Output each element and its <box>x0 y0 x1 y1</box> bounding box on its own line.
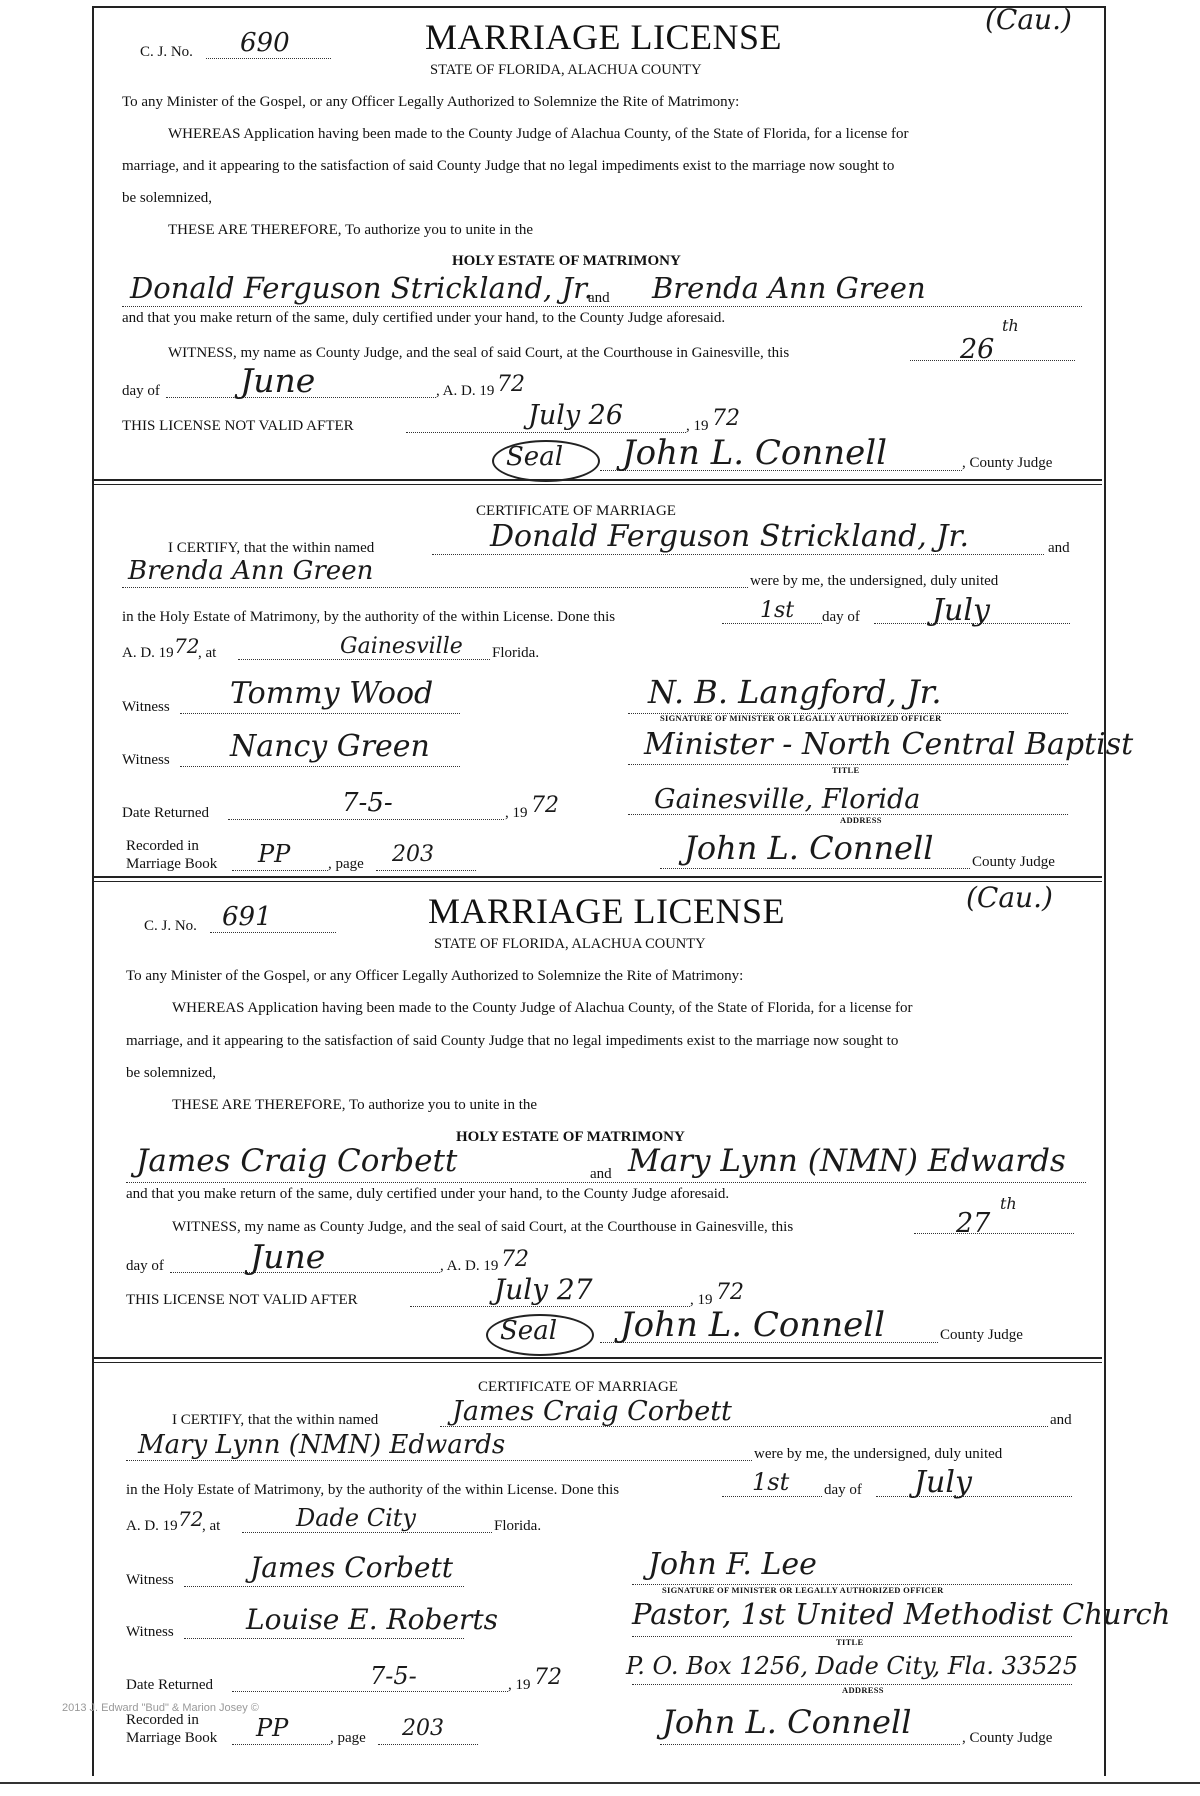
at-label: , at <box>198 645 217 661</box>
page-label: , page <box>330 1730 366 1746</box>
cj-label: C. J. No. <box>144 918 197 934</box>
witness-day: 26 <box>960 334 995 365</box>
section-rule <box>94 479 1102 481</box>
date-returned: 7-5- <box>370 1662 417 1690</box>
page-no: 203 <box>402 1716 444 1741</box>
not-valid-year-label: , 19 <box>690 1292 713 1308</box>
recorder-signature: John L. Connell <box>684 829 934 867</box>
not-valid-year: 72 <box>712 406 740 431</box>
certificate-title: CERTIFICATE OF MARRIAGE <box>478 1379 678 1395</box>
corner-note: (Cau.) <box>966 881 1053 914</box>
certify-label: I CERTIFY, that the within named <box>172 1412 379 1428</box>
month: June <box>250 1237 326 1276</box>
day-of-label: day of <box>122 383 160 399</box>
at-label: , at <box>202 1518 221 1534</box>
not-valid-label: THIS LICENSE NOT VALID AFTER <box>122 418 354 434</box>
cert-and: and <box>1050 1412 1072 1428</box>
page-no: 203 <box>392 842 434 867</box>
witness-day-suffix: th <box>1000 1194 1017 1213</box>
salutation: To any Minister of the Gospel, or any Officer Legally Authorized to Solemnize the Rite of Matrimony: <box>122 94 740 110</box>
place: Dade City <box>296 1504 416 1532</box>
done-day: 1st <box>752 1468 790 1496</box>
florida-label: Florida. <box>492 645 540 661</box>
license-year: 72 <box>497 372 525 397</box>
not-valid-date: July 26 <box>528 400 624 431</box>
county-judge-label-2: County Judge <box>972 854 1055 870</box>
witness-2-line <box>180 766 460 767</box>
witness-text: WITNESS, my name as County Judge, and the seal of said Court, at the Courthouse in Gainesville, this <box>168 345 790 361</box>
date-returned-line <box>232 1691 508 1692</box>
holy-estate-heading: HOLY ESTATE OF MATRIMONY <box>452 253 681 269</box>
not-valid-year-label: , 19 <box>686 418 709 434</box>
date-returned-label: Date Returned <box>122 805 210 821</box>
witness-2-label: Witness <box>122 752 170 768</box>
groom-name: James Craig Corbett <box>136 1143 458 1179</box>
day-of-label: day of <box>126 1258 164 1274</box>
date-returned-year: 72 <box>534 1665 562 1690</box>
judge-signature: John L. Connell <box>620 1305 886 1345</box>
page-bottom-border <box>0 1782 1200 1784</box>
ad2-label: A. D. 19 <box>126 1518 178 1534</box>
united-label: were by me, the undersigned, duly united <box>750 573 999 589</box>
witness-day: 27 <box>956 1208 991 1239</box>
title-label: TITLE <box>836 1637 864 1647</box>
section-rule-thin <box>94 484 1102 485</box>
date-returned-label: Date Returned <box>126 1677 214 1693</box>
done-month-line <box>876 1496 1072 1497</box>
done-day-of: day of <box>824 1482 862 1498</box>
therefore-line: THESE ARE THEREFORE, To authorize you to unite in the <box>168 222 534 238</box>
book: PP <box>256 1714 289 1742</box>
cert-and: and <box>1048 540 1070 556</box>
county-judge-label-2: , County Judge <box>962 1730 1053 1746</box>
return-text: and that you make return of the same, duly certified under your hand, to the County Judge aforesaid. <box>122 310 726 326</box>
done-month: July <box>914 1465 972 1500</box>
return-text: and that you make return of the same, duly certified under your hand, to the County Judge aforesaid. <box>126 1186 730 1202</box>
done-month: July <box>932 593 990 628</box>
cert-groom: James Craig Corbett <box>452 1396 732 1427</box>
whereas-line-3: be solemnized, <box>126 1065 216 1081</box>
officer-label: SIGNATURE OF MINISTER OR LEGALLY AUTHORIZED OFFICER <box>660 713 942 723</box>
and-word: and <box>590 1166 612 1182</box>
date-returned-year: 72 <box>531 793 559 818</box>
license-title: MARRIAGE LICENSE <box>425 17 782 57</box>
not-valid-date: July 27 <box>494 1273 593 1306</box>
holy-estate-line: in the Holy Estate of Matrimony, by the authority of the within License. Done this <box>126 1482 620 1498</box>
seal-word: Seal <box>500 1316 558 1346</box>
address-label: ADDRESS <box>840 815 882 825</box>
license-subtitle: STATE OF FLORIDA, ALACHUA COUNTY <box>430 62 702 78</box>
done-day-of: day of <box>822 609 860 625</box>
officer-signature: N. B. Langford, Jr. <box>648 673 942 711</box>
judge-signature: John L. Connell <box>622 433 888 473</box>
officer-label: SIGNATURE OF MINISTER OR LEGALLY AUTHORIZED OFFICER <box>662 1585 944 1595</box>
license-subtitle: STATE OF FLORIDA, ALACHUA COUNTY <box>434 936 706 952</box>
ad2-label: A. D. 19 <box>122 645 174 661</box>
date-returned-line <box>228 819 504 820</box>
done-day-line <box>722 1496 822 1497</box>
cj-number-line <box>210 932 336 933</box>
page-line <box>376 870 476 871</box>
witness-1-line <box>184 1586 464 1587</box>
officer-address: P. O. Box 1256, Dade City, Fla. 33525 <box>626 1652 1078 1680</box>
cert-groom: Donald Ferguson Strickland, Jr. <box>490 519 969 554</box>
witness-2-label: Witness <box>126 1624 174 1640</box>
certify-label: I CERTIFY, that the within named <box>168 540 375 556</box>
bride-name: Brenda Ann Green <box>652 271 926 305</box>
bride-name: Mary Lynn (NMN) Edwards <box>628 1143 1066 1179</box>
whereas-line-2: marriage, and it appearing to the satisfaction of said County Judge that no legal impediments exist to the marriage now sought to <box>126 1033 899 1049</box>
place-line <box>238 659 490 660</box>
whereas-line-3: be solemnized, <box>122 190 212 206</box>
place-line <box>242 1532 492 1533</box>
section-rule <box>94 1357 1102 1359</box>
cert-bride-line <box>126 1460 752 1461</box>
witness-1-label: Witness <box>122 699 170 715</box>
corner-note: (Cau.) <box>985 3 1072 36</box>
done-day-line <box>722 623 822 624</box>
license-year: 72 <box>501 1247 529 1272</box>
cj-label: C. J. No. <box>140 44 193 60</box>
address-label: ADDRESS <box>842 1685 884 1695</box>
recorder-signature-line <box>660 868 970 869</box>
ad2-year: 72 <box>178 1507 204 1531</box>
whereas-line-2: marriage, and it appearing to the satisfaction of said County Judge that no legal impediments exist to the marriage now sought to <box>122 158 895 174</box>
witness-1-label: Witness <box>126 1572 174 1588</box>
officer-signature: John F. Lee <box>648 1547 817 1582</box>
place: Gainesville <box>340 634 463 659</box>
officer-title: Minister - North Central Baptist <box>644 727 1134 762</box>
witness-1-line <box>180 713 460 714</box>
cert-bride: Brenda Ann Green <box>128 556 374 586</box>
date-returned-year-label: , 19 <box>508 1677 531 1693</box>
witness-1: Tommy Wood <box>230 676 434 711</box>
witness-2: Nancy Green <box>230 729 430 764</box>
ad2-year: 72 <box>174 634 200 658</box>
page-line <box>378 1744 478 1745</box>
page-label: , page <box>328 856 364 872</box>
witness-2: Louise E. Roberts <box>246 1603 498 1636</box>
cj-number: 690 <box>240 28 290 58</box>
recorder-signature: John L. Connell <box>662 1703 912 1741</box>
witness-2-line <box>184 1638 464 1639</box>
recorded-label-2: Marriage Book <box>126 1730 218 1746</box>
salutation: To any Minister of the Gospel, or any Officer Legally Authorized to Solemnize the Rite of Matrimony: <box>126 968 744 984</box>
section-rule-thin <box>94 1362 1102 1363</box>
officer-title: Pastor, 1st United Methodist Church <box>632 1597 1171 1631</box>
holy-estate-line: in the Holy Estate of Matrimony, by the authority of the within License. Done this <box>122 609 616 625</box>
cert-groom-line <box>432 554 1044 555</box>
license-title: MARRIAGE LICENSE <box>428 891 785 931</box>
and-word: and <box>588 290 610 306</box>
ad-label: , A. D. 19 <box>440 1258 499 1274</box>
whereas-line-1: WHEREAS Application having been made to the County Judge of Alachua County, of the State of Florida, for a license for <box>168 126 909 142</box>
form-divider <box>94 876 1102 878</box>
date-returned: 7-5- <box>342 788 393 818</box>
title-label: TITLE <box>832 765 860 775</box>
not-valid-label: THIS LICENSE NOT VALID AFTER <box>126 1292 358 1308</box>
recorded-label-1: Recorded in <box>126 838 199 854</box>
county-judge-label: , County Judge <box>962 455 1053 471</box>
copyright-watermark: 2013 J. Edward "Bud" & Marion Josey © <box>62 1702 259 1714</box>
witness-day-suffix: th <box>1002 316 1019 335</box>
therefore-line: THESE ARE THEREFORE, To authorize you to unite in the <box>172 1097 538 1113</box>
date-returned-year-label: , 19 <box>505 805 528 821</box>
ad-label: , A. D. 19 <box>436 383 495 399</box>
officer-address: Gainesville, Florida <box>654 784 921 815</box>
witness-day-line <box>914 1233 1074 1234</box>
certificate-title: CERTIFICATE OF MARRIAGE <box>476 503 676 519</box>
united-label: were by me, the undersigned, duly united <box>754 1446 1003 1462</box>
cj-number-line <box>206 58 331 59</box>
witness-1: James Corbett <box>250 1551 453 1584</box>
recorded-label-1: Recorded in <box>126 1712 199 1728</box>
book: PP <box>258 840 291 868</box>
cert-bride-line <box>122 587 748 588</box>
county-judge-label: County Judge <box>940 1327 1023 1343</box>
month: June <box>240 361 316 400</box>
holy-estate-heading: HOLY ESTATE OF MATRIMONY <box>456 1129 685 1145</box>
seal-word: Seal <box>506 442 564 472</box>
recorded-label-2: Marriage Book <box>126 856 218 872</box>
cert-bride: Mary Lynn (NMN) Edwards <box>138 1430 506 1460</box>
whereas-line-1: WHEREAS Application having been made to the County Judge of Alachua County, of the State of Florida, for a license for <box>172 1000 913 1016</box>
done-day: 1st <box>760 598 795 623</box>
florida-label: Florida. <box>494 1518 542 1534</box>
cj-number: 691 <box>222 902 272 932</box>
not-valid-year: 72 <box>716 1280 744 1305</box>
form-divider-thin <box>94 881 1102 882</box>
witness-text: WITNESS, my name as County Judge, and the seal of said Court, at the Courthouse in Gainesville, this <box>172 1219 794 1235</box>
book-line <box>232 870 328 871</box>
book-line <box>232 1744 330 1745</box>
groom-name: Donald Ferguson Strickland, Jr. <box>130 271 594 305</box>
recorder-signature-line <box>660 1744 960 1745</box>
